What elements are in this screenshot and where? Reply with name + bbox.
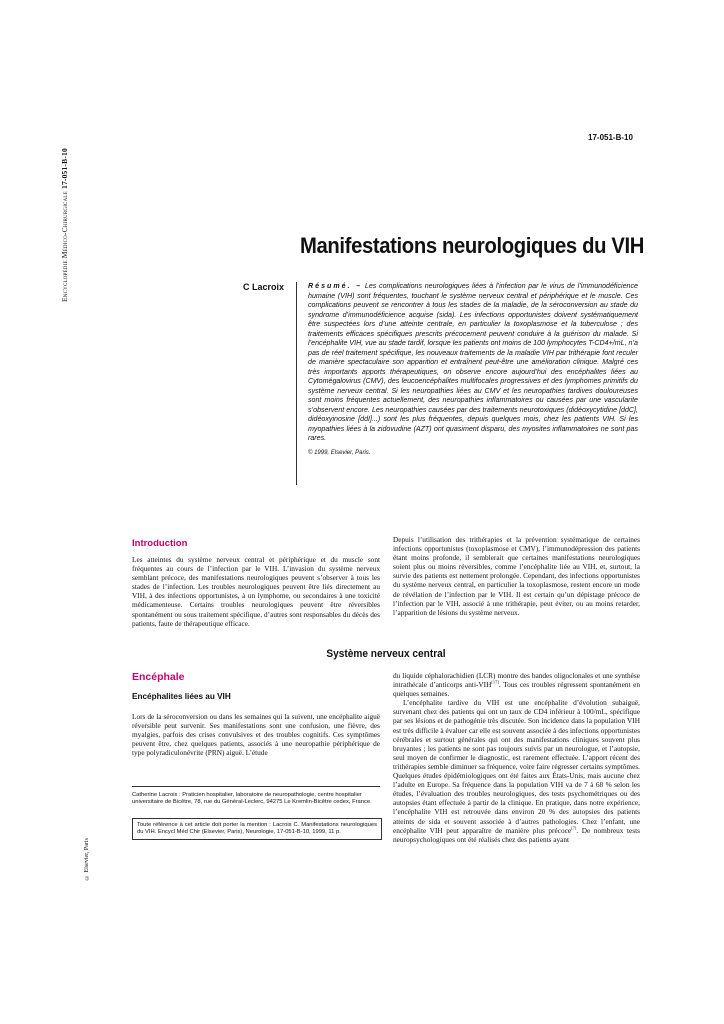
paragraph [393,671,640,698]
encephale-subheading: Encéphalites liées au VIH [132,692,231,701]
citation-ref: [7] [571,825,577,831]
paragraph-text: . De nombreux tests neuropsychologiques ont été réalisés chez des patients ayant [393,825,640,844]
introduction-left-column: Les atteintes du système nerveux central et périphérique et du muscle sont fréquentes au cours de l’infection par le VIH. L’invasion du système nerveux semblant précoce, des manifestations neurologiques peuvent s’observer à tous les stades de l’infection. Les troubles neurologiques peuvent être liés directement au VIH, à des infections opportunistes, à un lymphome, ou secondaires à une toxicité médicamenteuse. Certains troubles neurologiques peuvent être réversibles spontanément ou sous traitement spécifique, d’autres sont responsables du décès des patients, faute de thérapeutique efficace. [132,555,380,628]
citation-box: Toute référence à cet article doit porter la mention : Lacroix C. Manifestations neurologiques du VIH. Encycl Méd Chir (Elsevier, Paris), Neurologie, 17-051-B-10, 1999, 11 p. [132,818,382,840]
encephale-right-column [393,671,640,844]
paragraph-text: . Tous ces troubles régressent spontanément en quelques semaines. [393,680,640,699]
abstract-text: Les complications neurologiques liées à l’infection par le virus de l’immunodéficience humaine (VIH) sont fréquentes, touchant le système nerveux central et périphérique et le muscle. Ces complications peuvent se rencontrer à tous les stades de la maladie, de la séroconversion au stade du syndrome d’immunodéficience acquise (sida). Les infections opportunistes doivent systématiquement être suspectées lors d’une atteinte centrale, en particulier la toxoplasmose et la tuberculose ; des traitements efficaces spécifiques prescrits précocement peuvent conduire à la guérison du malade. Si l’encéphalite VIH, vue au stade tardif, lorsque les patients ont moins de 100 lymphocytes T-CD4+/mL, n’a pas de réel traitement spécifique, les nouveaux traitements de la maladie VIH par trithérapie font reculer de manière spectaculaire son apparition et entraînent peut-être une amélioration clinique. Malgré ces très importants apports thérapeutiques, on observe encore aujourd’hui des encéphalites liées au Cytomégalovirus (CMV), des leucoencéphalites multifocales progressives et des lymphomes primitifs du système nerveux central. Si les neuropathies liées au CMV et les neuropathies tardives douloureuses sont moins fréquentes actuellement, des neuropathies inflammatoires ou causées par une vascularite s’observent encore. Les neuropathies causées par des traitements neurotoxiques (didéoxycytidine [ddC], didéoxyinosine [ddI]...) sont les plus fréquentes, depuis quelques mois, chez les patients VIH. Si les myopathies liées à la zidovudine (AZT) ont quasiment disparu, des myosites inflammatoires ne sont pas rares. [308,282,638,442]
journal-name: Encyclopédie Médico-Chirurgicale [60,191,69,302]
encephale-heading: Encéphale [132,671,185,683]
paragraph-text: L’encéphalite tardive du VIH est une encéphalite d’évolution subaiguë, survenant chez des patients qui ont un taux de CD4 inférieur à 100/mL, spécifique par ses lésions et de pathogénie très discutée. Son incidence dans la population VIH est très difficile à évaluer car elle est souvent associée à des infections opportunistes cérébrales et surtout générales qui ont des manifestations cliniques souvent plus bruyantes ; les patients ne sont pas toujours suivis par un neurologue, et l’autopsie, seul moyen de confirmer le diagnostic, est rarement effectuée. L’apport récent des trithérapies semble diminuer sa fréquence, voire faire régresser certains symptômes. Quelques études épidémiologiques ont été faites aux États-Unis, mais aucune chez l’adulte en Europe. Sa fréquence dans la population VIH va de 7 à 68 % selon les études, l’évaluation des troubles neurologiques, des tests psychométriques ou des autopsies étant effectuée à partir de la clinique. En pratique, dans notre expérience, l’encéphalite VIH est retrouvée dans environ 20 % des autopsies des patients atteints de sida et souvent associée à d’autres pathologies. Chez l’enfant, une encéphalite VIH peut apparaître de manière plus précoce [393,698,640,835]
abstract [308,282,638,458]
author-affiliation: Catherine Lacroix : Praticien hospitalier, laboratoire de neuropathologie, centre hospitalier universitaire de Bicêtre, 78, rue du Général-Leclerc, 94275 Le Kremlin-Bicêtre cedex, France. [132,792,372,806]
journal-code: 17-051-B-10 [60,148,69,189]
copyright-sidebar: © Elsevier, Paris [84,838,90,880]
abstract-copyright: © 1999, Elsevier, Paris. [308,449,371,456]
author-name: C Lacroix [242,282,284,292]
introduction-heading: Introduction [132,538,188,549]
paragraph [393,698,640,844]
footnote-divider [132,786,380,787]
section-heading: Système nerveux central [326,648,446,660]
abstract-divider [296,282,297,485]
article-title: Manifestations neurologiques du VIH [300,233,645,258]
encephale-left-column: Lors de la séroconversion ou dans les semaines qui la suivent, une encéphalite aiguë réversible peut survenir. Ses manifestations sont une confusion, une fièvre, des myalgies, parfois des crises convulsives et des troubles cognitifs. Ces symptômes peuvent être, chez quelques patients, associés à une neuropathie périphérique de type polyradiculonévrite (PRN) aiguë. L’étude [132,712,380,758]
reference-code: 17-051-B-10 [588,133,633,142]
abstract-heading: Résumé. – [308,282,363,290]
journal-sidebar-label [60,132,69,302]
introduction-right-column: Depuis l’utilisation des trithérapies et la prévention systématique de certaines infections opportunistes (toxoplasmose et CMV), l’immunodépression des patients étant moins profonde, il semblerait que certaines manifestations neurologiques soient plus ou moins réversibles, comme l’encéphalite liée au VIH, et, surtout, la survie des patients est nettement prolongée. Cependant, des infections opportunistes du système nerveux central, en particulier la toxoplasmose, restent encore un mode de révélation de l’infection par le VIH. Il est certain qu’un dépistage précoce de l’infection par le VIH, associé à une trithérapie, peut éviter, ou au moins retarder, l’apparition de lésions du système nerveux. [393,535,640,617]
citation-ref: [17] [491,679,499,685]
paragraph-text: du liquide céphalorachidien (LCR) montre des bandes oligoclonales et une synthèse intrathécale d’anticorps anti-VIH [393,671,640,690]
